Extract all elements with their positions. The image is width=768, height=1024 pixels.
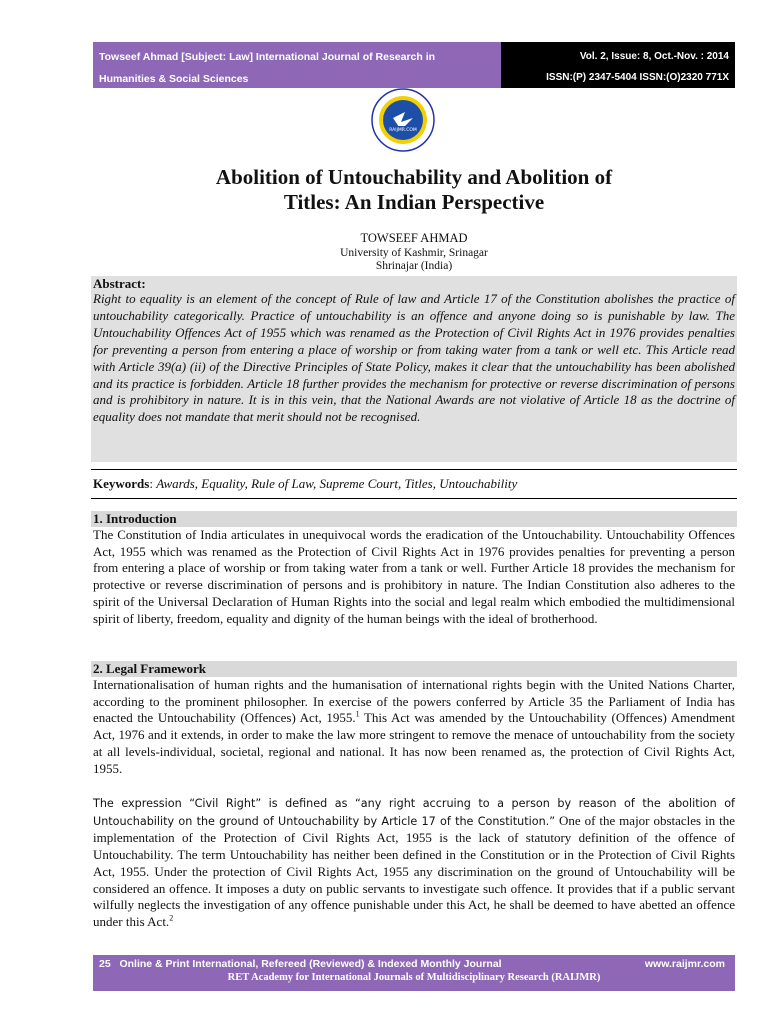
introduction-paragraph: The Constitution of India articulates in unequivocal words the eradication of the Untouchability. Untouchability Offences Act, 1955 which was renamed as the Protection of Civil Rights Act in 1976 provides penalties for preventing a person from entering a place of worship or from taking water from a tank or well. Further Article 18 provides the mechanism for protective or reverse discrimination of persons and is prohibitory in nature. The Indian Constitution also adheres to the spirit of the Universal Declaration of Human Rights into the social and legal realm which embodied the multidimensional spirit of liberty, freedom, equality and dignity of the human beings with the ideal of brotherhood.	[93, 527, 735, 626]
abstract-text: Right to equality is an element of the concept of Rule of law and Article 17 of the Constitution abolishes the practice of untouchability categorically. Practice of untouchability is an offence and anyone doing so is punishable by law. The Untouchability Offences Act of 1955 which was renamed as the Protection of Civil Rights Act in 1976 provides penalties for preventing a person from entering a place of worship or from taking water from a tank or well etc. This Article read with Article 39(a) (ii) of the Directive Principles of State Policy, makes it clear that the untouchability has been abolished and its practice is forbidden. Article 18 further provides the mechanism for protective or reverse discrimination of persons and is prohibitory in nature. It is in this vein, that the National Awards are not violative of Article 18 as the doctrine of equality does not mandate that merit should not be recognised.	[93, 291, 735, 425]
journal-footer	[93, 955, 735, 991]
civil-right-definition-quote: The expression “Civil Right” is defined as “any right accruing to a person by reason of the abolition of Untouchability on the ground of Untouchability by Article 17 of the Constitution.”	[93, 797, 735, 828]
footer-tagline-line	[99, 957, 502, 971]
header-issn: ISSN:(P) 2347-5404 ISSN:(O)2320 771X	[546, 72, 729, 83]
divider-bottom	[91, 498, 737, 499]
logo-text: RAIJMR.COM	[389, 128, 417, 133]
paper-title	[93, 165, 735, 215]
divider-top	[91, 469, 737, 470]
keywords-label: Keywords	[93, 476, 150, 491]
header-left-block	[93, 42, 501, 88]
header-right-block	[501, 42, 735, 88]
page-number: 25	[99, 958, 111, 970]
abstract-box	[91, 276, 737, 462]
footer-publisher: RET Academy for International Journals of Multidisciplinary Research (RAIJMR)	[227, 972, 601, 983]
footer-tagline: Online & Print International, Refereed (Reviewed) & Indexed Monthly Journal	[119, 958, 502, 970]
legal-text-part2: This Act was amended by the Untouchability (Offences) Amendment Act, 1976 and it extends, in order to make the law more stringent to remove the menace of untouchability from the society at all levels-individual, societal, regional and national. It has now been renamed as, the protection of Civil Rights Act, 1955.	[93, 710, 736, 776]
section-heading-legal-framework: 2. Legal Framework	[91, 661, 737, 677]
author-location: Shrinajar (India)	[375, 260, 453, 272]
footnote-ref-2[interactable]: 2	[169, 913, 174, 923]
header-volume: Vol. 2, Issue: 8, Oct.-Nov. : 2014	[579, 51, 729, 62]
keywords-value: Awards, Equality, Rule of Law, Supreme Court, Titles, Untouchability	[156, 476, 518, 491]
footer-website-link[interactable]: www.raijmr.com	[644, 958, 725, 970]
footnote-ref-1[interactable]: 1	[355, 710, 360, 720]
legal-framework-paragraph	[93, 677, 735, 777]
civil-rights-paragraph	[93, 795, 735, 931]
civil-rights-text: One of the major obstacles in the implementation of the Protection of Civil Rights Act, 1955 is the lack of statutory definition of the offence of Untouchability. The term Untouchability has neither been defined in the Constitution or in the Protection of Civil Rights Act, 1955. Under the protection of Civil Rights Act, 1955 any discrimination on the ground of Untouchability will be considered an offence. It imposes a duty on public servants to investigate such offence. It provides that if a public servant wilfully neglects the investigation of any offence punishable under this Act, he shall be deemed to have abetted an offence under this Act.	[93, 812, 735, 929]
author-affiliation: University of Kashmir, Srinagar	[340, 247, 488, 259]
author-name: TOWSEEF AHMAD	[360, 231, 468, 245]
journal-header	[93, 42, 735, 88]
abstract-label: Abstract:	[93, 276, 146, 291]
legal-text-part1: Internationalisation of human rights and the humanisation of international rights begin with the United Nations Charter, according to the prominent philosopher. In exercise of the powers conferred by Article 35 the Parliament of India has enacted the Untouchability (Offences) Act, 1955.	[93, 677, 735, 726]
keywords-line: Keywords: Awards, Equality, Rule of Law, Supreme Court, Titles, Untouchability	[93, 476, 518, 491]
section-heading-introduction: 1. Introduction	[91, 511, 737, 527]
title-line2: Titles: An Indian Perspective	[283, 190, 545, 214]
header-journal-line1: Towseef Ahmad [Subject: Law] International Journal of Research in	[99, 51, 436, 63]
raijmr-logo	[371, 88, 435, 152]
title-line1: Abolition of Untouchability and Abolition of	[215, 165, 613, 189]
header-journal-line2: Humanities & Social Sciences	[99, 73, 249, 85]
